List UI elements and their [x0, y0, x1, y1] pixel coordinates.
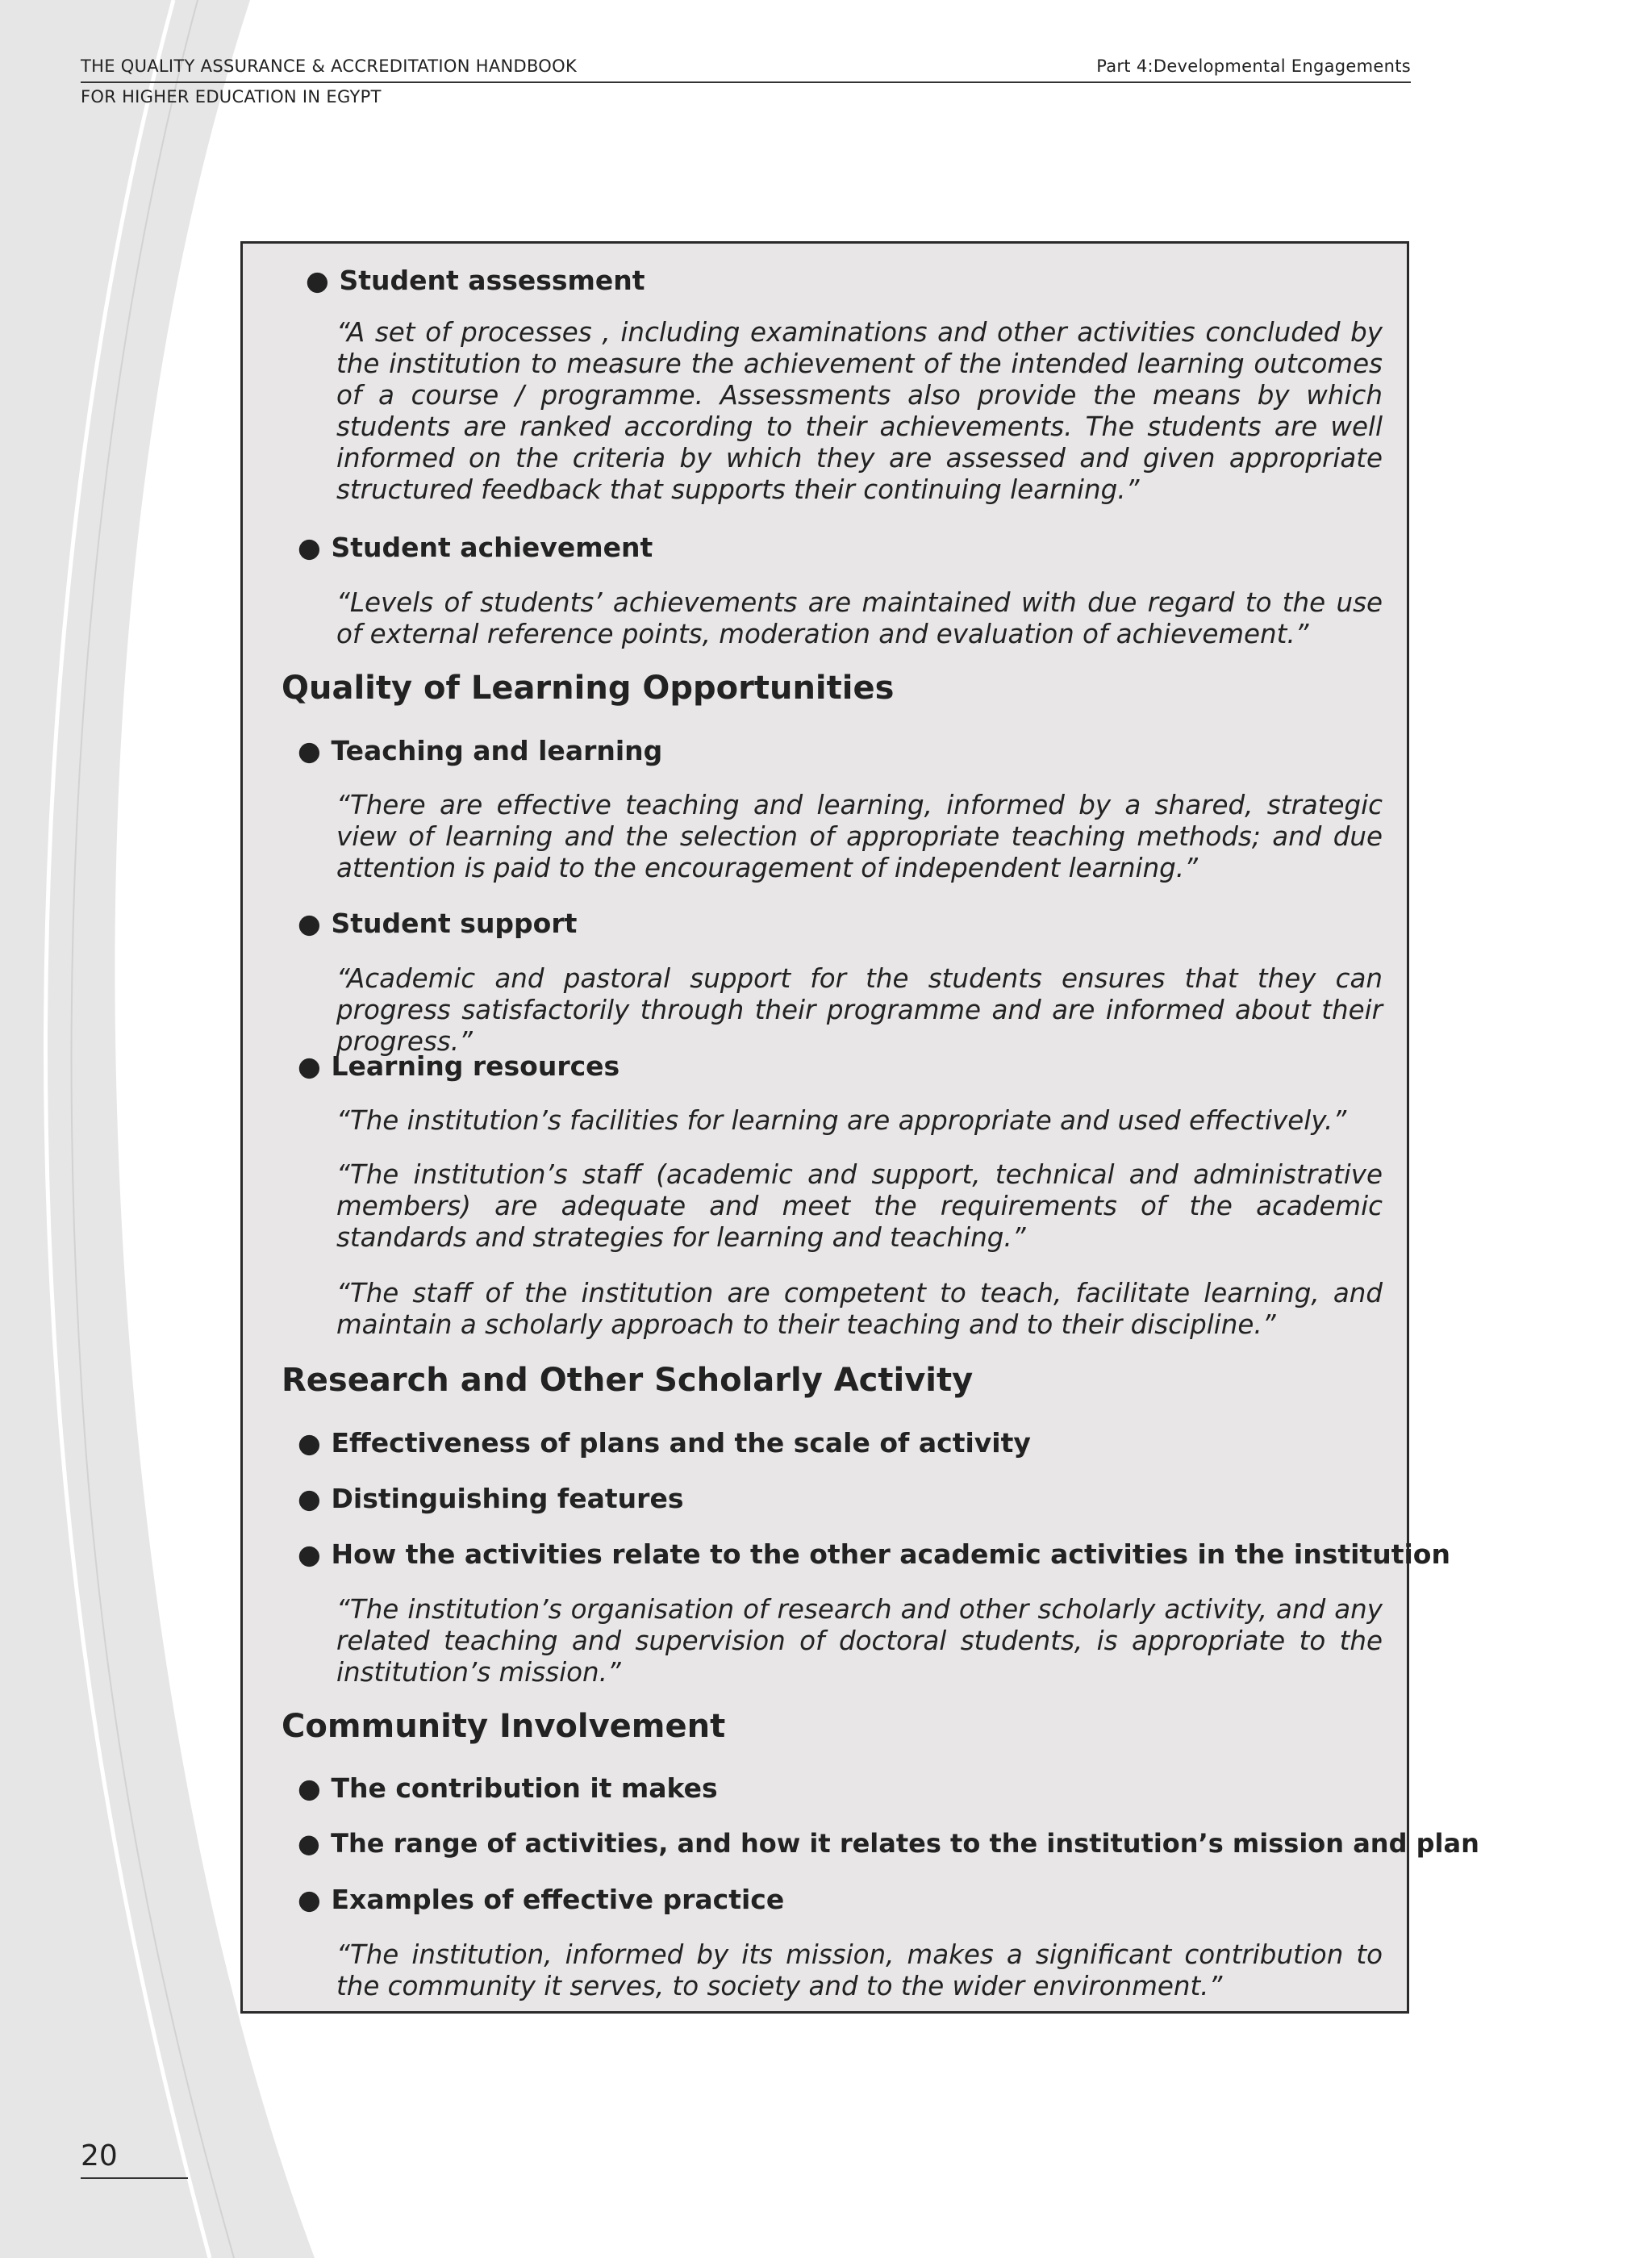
- bullet-community-contribution: [298, 1772, 718, 1804]
- bullet-icon: ●: [298, 1483, 321, 1514]
- handbook-subtitle: FOR HIGHER EDUCATION IN EGYPT: [81, 87, 382, 106]
- bullet-label: Student achievement: [331, 532, 653, 563]
- bullet-label: How the activities relate to the other academic activities in the institution: [331, 1538, 1450, 1570]
- bullet-research-relation: [298, 1538, 1450, 1570]
- bullet-icon: ●: [298, 1884, 321, 1915]
- bullet-icon: ●: [298, 1828, 320, 1859]
- heading-quality-learning: Quality of Learning Opportunities: [282, 670, 895, 707]
- bullet-research-plans: [298, 1427, 1031, 1459]
- bullet-label: Teaching and learning: [331, 735, 663, 766]
- bullet-icon: ●: [306, 265, 329, 296]
- bullet-icon: ●: [298, 532, 321, 563]
- bullet-label: The range of activities, and how it relates to the institution’s mission and plan: [331, 1828, 1479, 1859]
- part-label: Part 4:Developmental Engagements: [1096, 56, 1411, 76]
- quote-teaching-learning: “There are effective teaching and learning, informed by a shared, strategic view of learning and the selection of appropriate teaching methods; and due attention is paid to the encouragement of independent learning.”: [336, 790, 1383, 883]
- quote-learning-resources-3: “The staff of the institution are competent to teach, facilitate learning, and maintain a scholarly approach to their teaching and to their discipline.”: [336, 1278, 1383, 1340]
- bullet-icon: ●: [298, 1772, 321, 1804]
- quote-student-achievement: “Levels of students’ achievements are maintained with due regard to the use of external reference points, moderation and evaluation of achievement.”: [336, 587, 1383, 649]
- quote-student-assessment: “A set of processes , including examinations and other activities concluded by the institution to measure the achievement of the intended learning outcomes of a course / programme. Assessments also provide the means by which students are ranked according to their achievements. The students are well informed on the criteria by which they are assessed and given appropriate structured feedback that supports their continuing learning.”: [336, 317, 1383, 505]
- quote-learning-resources-2: “The institution’s staff (academic and support, technical and administrative members) are adequate and meet the requirements of the academic standards and strategies for learning and teaching.”: [336, 1159, 1383, 1253]
- bullet-label: The contribution it makes: [331, 1772, 718, 1804]
- quote-research: “The institution’s organisation of research and other scholarly activity, and any related teaching and supervision of doctoral students, is appropriate to the institution’s mission.”: [336, 1594, 1383, 1688]
- bullet-icon: ●: [298, 1427, 321, 1459]
- bullet-community-examples: [298, 1884, 784, 1915]
- handbook-title: THE QUALITY ASSURANCE & ACCREDITATION HANDBOOK: [81, 56, 578, 76]
- heading-community: Community Involvement: [282, 1708, 726, 1745]
- bullet-label: Effectiveness of plans and the scale of activity: [331, 1427, 1031, 1459]
- bullet-student-assessment: [306, 265, 645, 296]
- heading-research: Research and Other Scholarly Activity: [282, 1362, 974, 1399]
- bullet-research-features: [298, 1483, 683, 1514]
- bullet-icon: ●: [298, 735, 321, 766]
- bullet-learning-resources: [298, 1050, 620, 1082]
- bullet-label: Student support: [331, 908, 578, 939]
- bullet-label: Student assessment: [339, 265, 645, 296]
- bullet-community-range: [298, 1828, 1479, 1859]
- bullet-icon: ●: [298, 1538, 321, 1570]
- bullet-label: Learning resources: [331, 1050, 620, 1082]
- content-box: [240, 241, 1479, 2014]
- page-number-rule: [81, 2177, 188, 2179]
- bullet-student-achievement: [298, 532, 653, 563]
- bullet-teaching-learning: [298, 735, 662, 766]
- quote-community: “The institution, informed by its mission, makes a significant contribution to the community it serves, to society and to the wider environment.”: [336, 1939, 1383, 2001]
- bullet-icon: ●: [298, 1050, 321, 1082]
- bullet-icon: ●: [298, 908, 321, 939]
- page-number: 20: [81, 2139, 118, 2172]
- quote-student-support: “Academic and pastoral support for the students ensures that they can progress satisfactorily through their programme and are informed about their progress.”: [336, 963, 1383, 1057]
- bullet-label: Distinguishing features: [331, 1483, 684, 1514]
- quote-learning-resources-1: “The institution’s facilities for learning are appropriate and used effectively.”: [336, 1105, 1347, 1136]
- header-rule: [81, 81, 1411, 83]
- bullet-student-support: [298, 908, 577, 939]
- bullet-label: Examples of effective practice: [331, 1884, 785, 1915]
